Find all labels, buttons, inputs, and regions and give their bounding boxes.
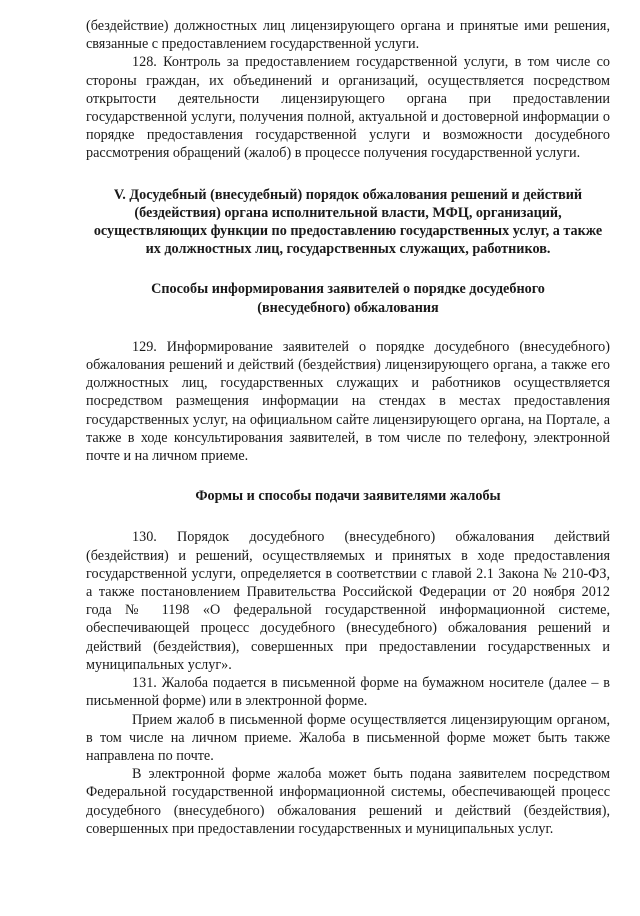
document-page — [86, 17, 610, 838]
paragraph-131-written: Прием жалоб в письменной форме осуществляется лицензирующим органом, в том числе на личном приеме. Жалоба в письменной форме может быть также направлена по почте. — [86, 711, 610, 764]
paragraph-131: 131. Жалоба подается в письменной форме на бумажном носителе (далее – в письменной форме) или в электронной форме. — [86, 675, 610, 710]
section-5-heading: V. Досудебный (внесудебный) порядок обжалования решений и действий (бездействия) органа исполнительной власти, МФЦ, организаций, осуществляющих функции по предоставлению государственных услуг, а также их должностных лиц, государственных служащих, работников. — [93, 186, 603, 258]
paragraph-131-electronic: В электронной форме жалоба может быть подана заявителем посредством Федеральной государственной информационной системы, обеспечивающей процесс досудебного (внесудебного) обжалования решений и действий (бездействия), совершенных при предоставлении государственных и муниципальных услуг. — [86, 766, 610, 837]
subheading-complaint-forms: Формы и способы подачи заявителями жалобы — [195, 488, 501, 505]
paragraph-129: 129. Информирование заявителей о порядке досудебного (внесудебного) обжалования решений и действий (бездействия) лицензирующего органа, а также его должностных лиц, государственных служащих и работников осуществляется посредством размещения информации на стендах в местах предоставления государственных услуг, на официальном сайте лицензирующего органа, на Портале, а также в ходе консультирования заявителей, в том числе по телефону, электронной почте и на личном приеме. — [86, 338, 610, 465]
paragraph-127-tail: (бездействие) должностных лиц лицензирующего органа и принятые ими решения, связанные с предоставлением государственной услуги. — [86, 18, 610, 53]
paragraph-130: 130. Порядок досудебного (внесудебного) обжалования действий (бездействия) и решений, осуществляемых и принятых в ходе предоставления государственной услуги, определяется в соответствии с главой 2.1 Закона № 210-ФЗ, а также постановлением Правительства Российской Федерации от 20 ноября 2012 года № 1198 «О федеральной государственной информационной системе, обеспечивающей процесс досудебного (внесудебного) обжалования решений и действий (бездействия), совершенных при предоставлении государственных и муниципальных услуг». — [86, 529, 610, 673]
subheading-informing: Способы информирования заявителей о порядке досудебного (внесудебного) обжалования — [151, 281, 545, 316]
paragraph-128: 128. Контроль за предоставлением государственной услуги, в том числе со стороны граждан, их объединений и организаций, осуществляется посредством открытости деятельности лицензирующего органа при предоставлении государственной услуги, получения полной, актуальной и достоверной информации о порядке предоставления государственной услуги и возможности досудебного рассмотрения обращений (жалоб) в процессе получения государственной услуги. — [86, 54, 610, 162]
